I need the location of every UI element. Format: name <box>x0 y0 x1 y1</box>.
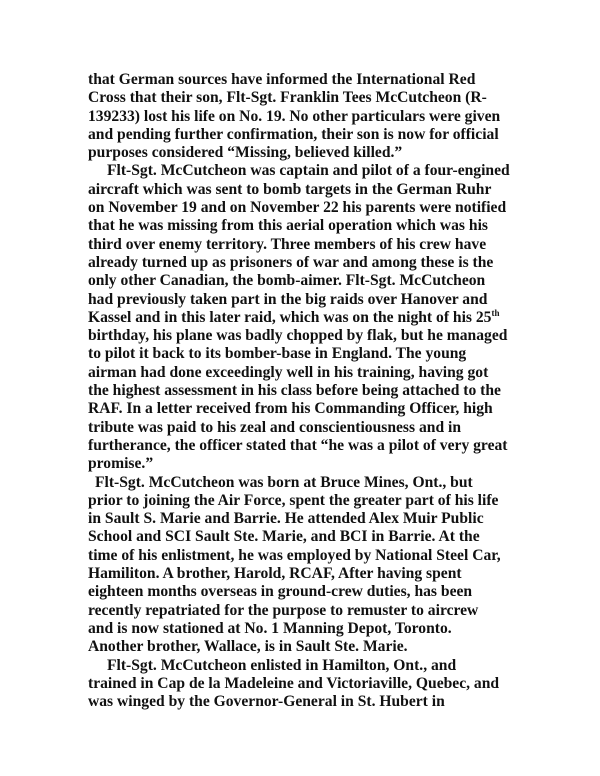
text-line <box>88 620 568 638</box>
text-line <box>88 419 568 437</box>
line-text: time of his enlistment, he was employed by National Steel Car, <box>88 546 501 564</box>
text-line <box>88 162 568 180</box>
line-text: to pilot it back to its bomber-base in England. The young <box>88 345 467 363</box>
line-text: trained in Cap de la Madeleine and Victoriaville, Quebec, and <box>88 674 500 692</box>
text-line <box>88 492 568 510</box>
line-text: Flt-Sgt. McCutcheon enlisted in Hamilton, Ont., and <box>107 656 457 674</box>
text-line <box>88 144 568 162</box>
text-line <box>88 474 568 492</box>
text-line <box>88 565 568 583</box>
document-page <box>88 71 568 711</box>
text-line <box>88 382 568 400</box>
text-line <box>88 217 568 235</box>
line-text: prior to joining the Air Force, spent the greater part of his life <box>88 491 499 509</box>
paragraph <box>88 71 568 162</box>
text-line <box>88 400 568 418</box>
text-line <box>88 657 568 675</box>
line-text: School and SCI Sault Ste. Marie, and BCI in Barrie. At the <box>88 528 480 546</box>
text-line <box>88 89 568 107</box>
line-text: in Sault S. Marie and Barrie. He attended Alex Muir Public <box>88 510 484 528</box>
line-text: recently repatriated for the purpose to remuster to aircrew <box>88 601 479 619</box>
text-line <box>88 236 568 254</box>
line-text: already turned up as prisoners of war and among these is the <box>88 253 494 271</box>
line-text: only other Canadian, the bomb-aimer. Flt-Sgt. McCutcheon <box>88 272 486 290</box>
line-text: Kassel and in this later raid, which was on the night of his 25 <box>88 308 492 326</box>
line-text: 139233) lost his life on No. 19. No other particulars were given <box>88 107 501 125</box>
line-text: Another brother, Wallace, is in Sault Ste. Marie. <box>88 638 408 656</box>
text-line <box>88 254 568 272</box>
line-text: and pending further confirmation, their son is now for official <box>88 125 499 143</box>
line-text: Hamiliton. A brother, Harold, RCAF, After having spent <box>88 565 462 583</box>
line-text: and is now stationed at No. 1 Manning Depot, Toronto. <box>88 619 452 637</box>
line-text: had previously taken part in the big raids over Hanover and <box>88 290 488 308</box>
line-text: promise.” <box>88 455 154 473</box>
line-text: Flt-Sgt. McCutcheon was born at Bruce Mines, Ont., but <box>95 473 473 491</box>
line-text: the highest assessment in his class before being attached to the <box>88 382 501 400</box>
text-line <box>88 638 568 656</box>
line-text: RAF. In a letter received from his Commanding Officer, high <box>88 400 493 418</box>
line-text: eighteen months overseas in ground-crew duties, has been <box>88 583 473 601</box>
text-line <box>88 583 568 601</box>
paragraph <box>88 657 568 712</box>
line-text: that he was missing from this aerial operation which was his <box>88 217 488 235</box>
text-line <box>88 528 568 546</box>
line-text: that German sources have informed the International Red <box>88 71 476 88</box>
text-line <box>88 437 568 455</box>
line-text: Cross that their son, Flt-Sgt. Franklin Tees McCutcheon (R- <box>88 89 487 107</box>
line-text: tribute was paid to his zeal and conscientiousness and in <box>88 418 462 436</box>
text-line <box>88 675 568 693</box>
paragraph <box>88 474 568 657</box>
text-line <box>88 345 568 363</box>
line-text: on November 19 and on November 22 his parents were notified <box>88 199 507 217</box>
text-line <box>88 327 568 345</box>
line-text: aircraft which was sent to bomb targets in the German Ruhr <box>88 180 492 198</box>
text-line <box>88 510 568 528</box>
line-text: third over enemy territory. Three members of his crew have <box>88 235 487 253</box>
ordinal-superscript: th <box>491 307 500 318</box>
text-line <box>88 693 568 711</box>
line-text: furtherance, the officer stated that “he was a pilot of very great <box>88 436 508 454</box>
line-text: birthday, his plane was badly chopped by flak, but he managed <box>88 327 508 345</box>
text-line <box>88 309 568 327</box>
line-text: purposes considered “Missing, believed killed.” <box>88 144 403 162</box>
text-line <box>88 71 568 89</box>
text-line <box>88 108 568 126</box>
text-line <box>88 181 568 199</box>
text-line <box>88 291 568 309</box>
text-line <box>88 455 568 473</box>
line-text: airman had done exceedingly well in his training, having got <box>88 363 489 381</box>
text-line <box>88 272 568 290</box>
paragraph <box>88 162 568 473</box>
text-line <box>88 547 568 565</box>
line-text: Flt-Sgt. McCutcheon was captain and pilot of a four-engined <box>107 162 510 180</box>
text-line <box>88 199 568 217</box>
text-line <box>88 126 568 144</box>
line-text: was winged by the Governor-General in St. Hubert in <box>88 693 445 711</box>
text-line <box>88 602 568 620</box>
text-line <box>88 364 568 382</box>
